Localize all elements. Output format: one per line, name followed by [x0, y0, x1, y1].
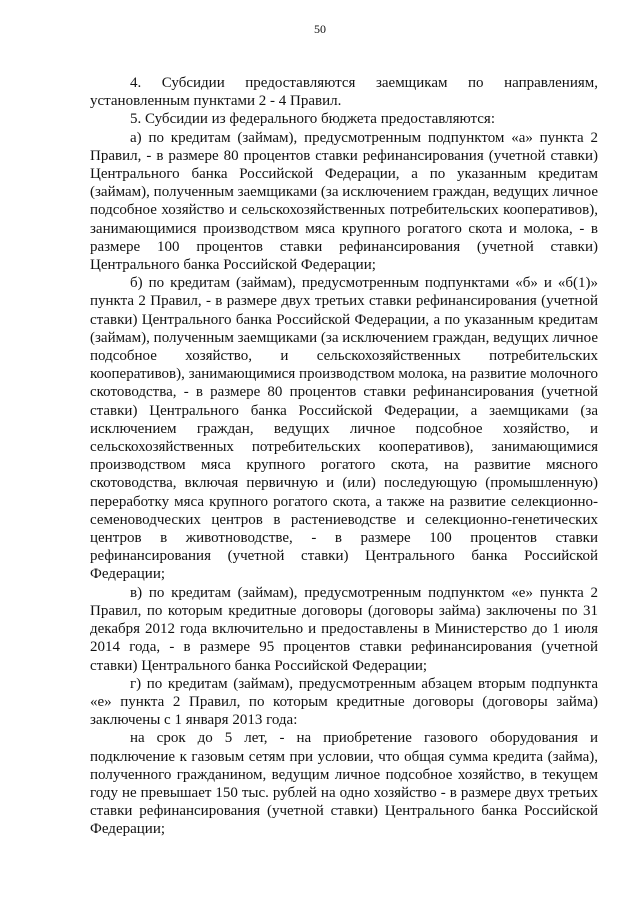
paragraph-4: 4. Субсидии предоставляются заемщикам по направлениям, установленным пунктами 2 - 4 Правил.	[90, 75, 598, 110]
paragraph-5b: б) по кредитам (займам), предусмотренным подпунктами «б» и «б(1)» пункта 2 Правил, - в размере двух третьих ставки рефинансирования (учетной ставки) Центрального банка Российской Федерации, а по указанным кредитам (займам), полученным заемщиками (за исключением граждан, ведущих личное подсобное хозяйство, и сельскохозяйственных потребительских кооперативов), занимающимися производством молока, на развитие молочного скотоводства, - в размере 80 процентов ставки рефинансирования (учетной ставки) Центрального банка Российской Федерации, а заемщиками (за исключением граждан, ведущих личное подсобное хозяйство, и сельскохозяйственных потребительских кооперативов), занимающимися производством мяса крупного рогатого скота, на развитие мясного скотоводства, включая первичную и (или) последующую (промышленную) переработку мяса крупного рогатого скота, а также на развитие селекционно-семеноводческих центров в растениеводстве и селекционно-генетических центров в животноводстве, - в размере 100 процентов ставки рефинансирования (учетной ставки) Центрального банка Российской Федерации;	[90, 275, 598, 583]
paragraph-5v: в) по кредитам (займам), предусмотренным подпунктом «е» пункта 2 Правил, по которым кредитные договоры (договоры займа) заключены по 31 декабря 2012 года включительно и предоставлены в Министерство до 1 июля 2014 года, - в размере 95 процентов ставки рефинансирования (учетной ставки) Центрального банка Российской Федерации;	[90, 584, 598, 674]
paragraph-5: 5. Субсидии из федерального бюджета предоставляются:	[130, 111, 495, 128]
document-body	[90, 74, 598, 839]
paragraph-5g: г) по кредитам (займам), предусмотренным абзацем вторым подпункта «е» пункта 2 Правил, по которым кредитные договоры (договоры займа) заключены с 1 января 2013 года:	[90, 675, 598, 729]
paragraph-5g-term: на срок до 5 лет, - на приобретение газового оборудования и подключение к газовым сетям при условии, что общая сумма кредита (займа), полученного гражданином, ведущим личное подсобное хозяйство, в текущем году не превышает 150 тыс. рублей на одно хозяйство - в размере двух третьих ставки рефинансирования (учетной ставки) Центрального банка Российской Федерации;	[90, 730, 598, 838]
page-number: 50	[314, 22, 326, 36]
paragraph-5a: а) по кредитам (займам), предусмотренным подпунктом «а» пункта 2 Правил, - в размере 80 процентов ставки рефинансирования (учетной ставки) Центрального банка Российской Федерации, а по указанным кредитам (займам), полученным заемщиками (за исключением граждан, ведущих личное подсобное хозяйство и сельскохозяйственных потребительских кооперативов), занимающимися производством мяса крупного рогатого скота и молока, - в размере 100 процентов ставки рефинансирования (учетной ставки) Центрального банка Российской Федерации;	[90, 129, 598, 274]
